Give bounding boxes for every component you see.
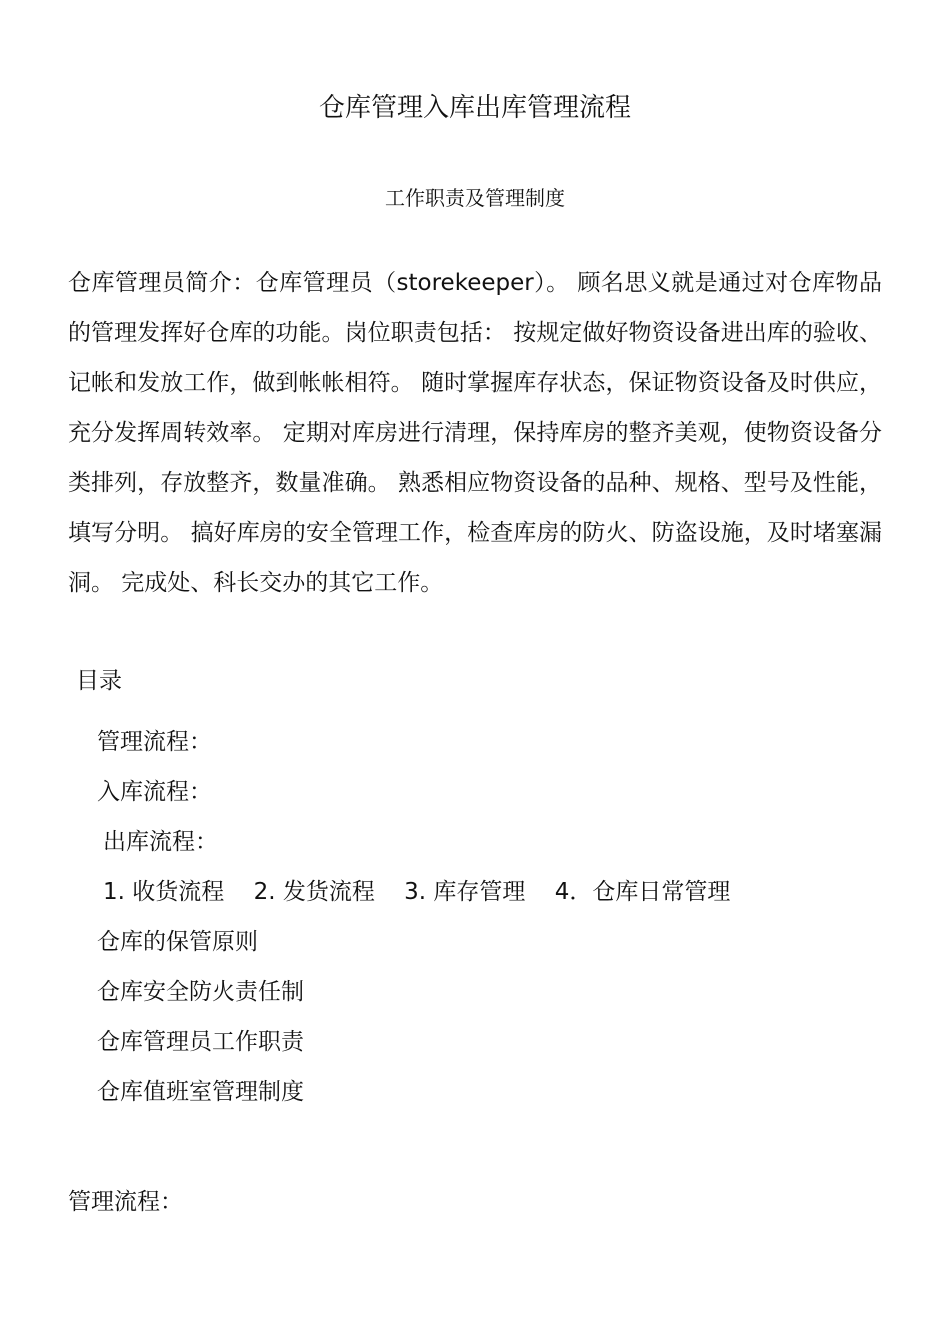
section-heading-management-flow: 管理流程： <box>68 1189 183 1215</box>
toc-numbered-item: 1. 收货流程 <box>103 879 225 905</box>
toc-item-outbound-flow: 出库流程： <box>103 829 218 855</box>
toc-item-duty-room-rules: 仓库值班室管理制度 <box>97 1079 304 1105</box>
toc-heading: 目录 <box>76 668 122 694</box>
toc-item-storage-principles: 仓库的保管原则 <box>97 929 258 955</box>
toc-item-keeper-duties: 仓库管理员工作职责 <box>97 1029 304 1055</box>
toc-numbered-item: 4．仓库日常管理 <box>554 879 731 905</box>
toc-item-inbound-flow: 入库流程： <box>97 779 212 805</box>
toc-numbered-list <box>103 867 730 917</box>
intro-paragraph: 仓库管理员简介：仓库管理员（storekeeper）。 顾名思义就是通过对仓库物品的管理发挥好仓库的功能。岗位职责包括： 按规定做好物资设备进出库的验收、记帐和发放工作，做到帐帐相符。 随时掌握库存状态，保证物资设备及时供应，充分发挥周转效率。 定期对库房进行清理，保持库房的整齐美观，使物资设备分类排列，存放整齐，数量准确。 熟悉相应物资设备的品种、规格、型号及性能，填写分明。 搞好库房的安全管理工作，检查库房的防火、防盗设施，及时堵塞漏洞。 完成处、科长交办的其它工作。 <box>68 270 882 596</box>
document-subtitle: 工作职责及管理制度 <box>385 186 565 210</box>
toc-numbered-item: 3. 库存管理 <box>404 879 526 905</box>
document-title: 仓库管理入库出库管理流程 <box>318 93 631 123</box>
toc-numbered-item: 2. 发货流程 <box>253 879 375 905</box>
toc-item-management-flow: 管理流程： <box>97 729 212 755</box>
toc-item-fire-safety: 仓库安全防火责任制 <box>97 979 304 1005</box>
